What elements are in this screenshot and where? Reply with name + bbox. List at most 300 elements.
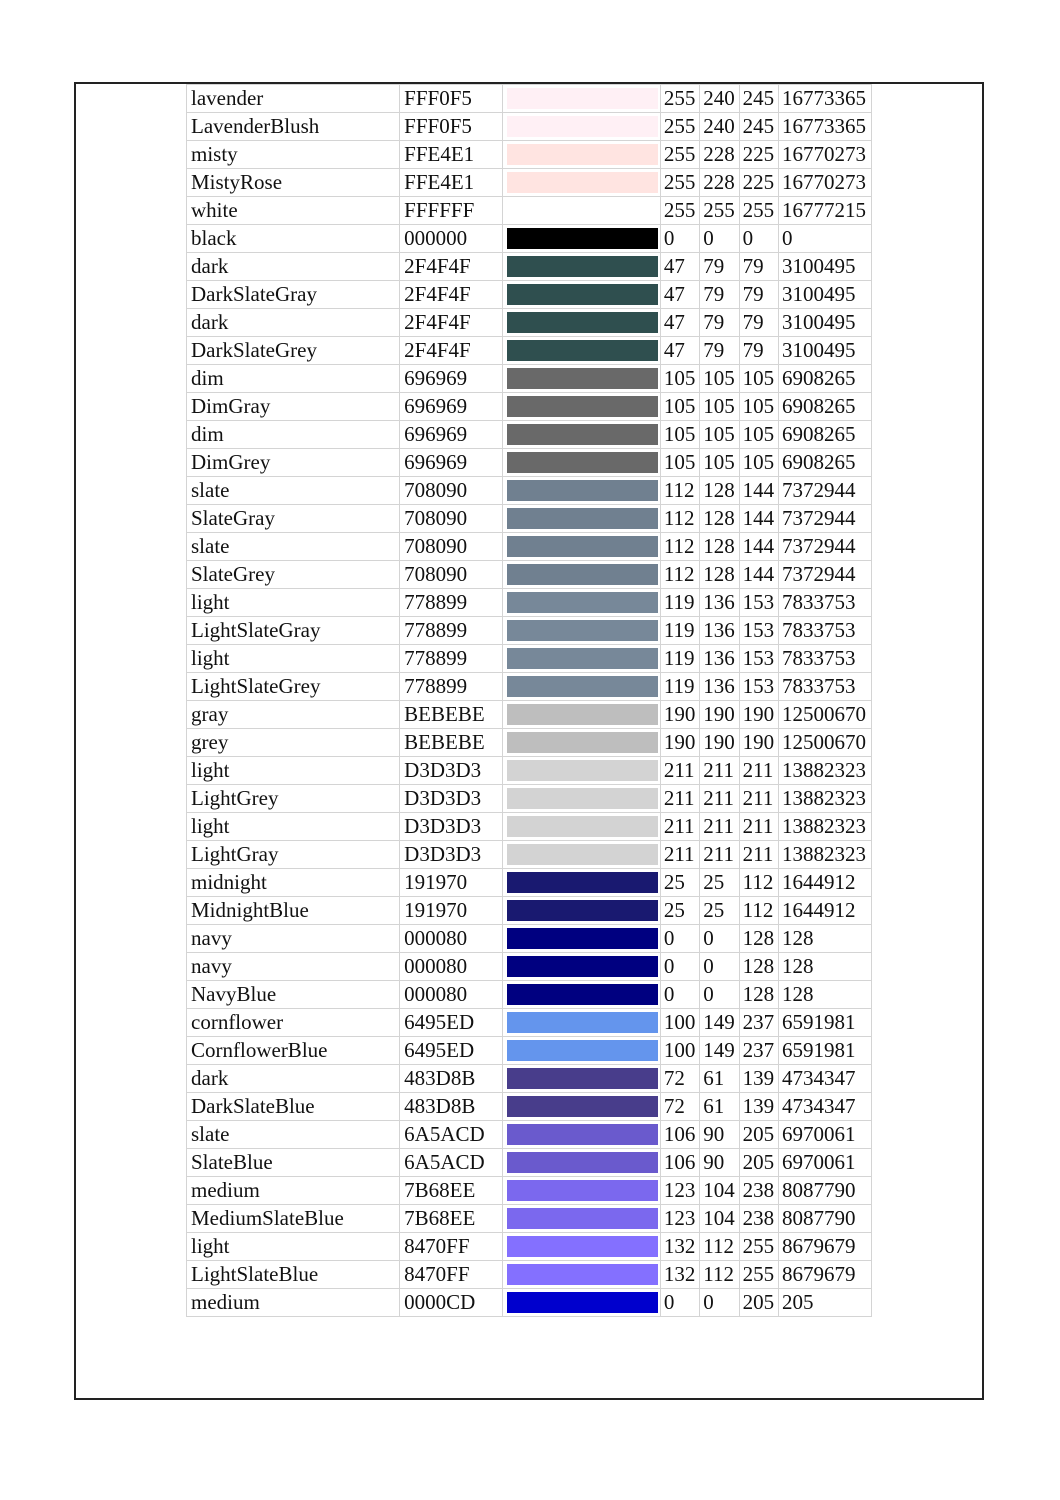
decimal-value-cell: 3100495 xyxy=(779,309,872,337)
green-value-cell: 0 xyxy=(700,225,739,253)
blue-value-cell: 144 xyxy=(739,477,778,505)
color-swatch xyxy=(507,284,658,305)
swatch-cell xyxy=(503,729,661,757)
table-row xyxy=(187,197,872,225)
red-value-cell: 190 xyxy=(660,729,699,757)
green-value-cell: 0 xyxy=(700,925,739,953)
blue-value-cell: 153 xyxy=(739,589,778,617)
color-swatch xyxy=(507,1180,658,1201)
red-value-cell: 211 xyxy=(660,785,699,813)
decimal-value-cell: 7372944 xyxy=(779,505,872,533)
table-row xyxy=(187,85,872,113)
table-row xyxy=(187,757,872,785)
swatch-cell xyxy=(503,1009,661,1037)
table-row xyxy=(187,1037,872,1065)
red-value-cell: 72 xyxy=(660,1093,699,1121)
blue-value-cell: 128 xyxy=(739,953,778,981)
color-swatch xyxy=(507,1068,658,1089)
decimal-value-cell: 8087790 xyxy=(779,1205,872,1233)
hex-code-cell: FFF0F5 xyxy=(400,85,503,113)
blue-value-cell: 112 xyxy=(739,897,778,925)
color-name-cell: DimGray xyxy=(187,393,400,421)
red-value-cell: 100 xyxy=(660,1009,699,1037)
table-row xyxy=(187,617,872,645)
decimal-value-cell: 1644912 xyxy=(779,897,872,925)
color-name-cell: light xyxy=(187,645,400,673)
red-value-cell: 112 xyxy=(660,561,699,589)
swatch-cell xyxy=(503,1261,661,1289)
color-name-cell: LavenderBlush xyxy=(187,113,400,141)
color-name-cell: LightGrey xyxy=(187,785,400,813)
color-table xyxy=(186,84,872,1317)
hex-code-cell: 8470FF xyxy=(400,1261,503,1289)
hex-code-cell: 2F4F4F xyxy=(400,337,503,365)
table-row xyxy=(187,841,872,869)
color-swatch xyxy=(507,228,658,249)
hex-code-cell: 696969 xyxy=(400,449,503,477)
blue-value-cell: 139 xyxy=(739,1093,778,1121)
red-value-cell: 0 xyxy=(660,925,699,953)
hex-code-cell: 6495ED xyxy=(400,1009,503,1037)
swatch-cell xyxy=(503,1093,661,1121)
decimal-value-cell: 7833753 xyxy=(779,673,872,701)
color-swatch xyxy=(507,564,658,585)
color-name-cell: LightGray xyxy=(187,841,400,869)
color-swatch xyxy=(507,480,658,501)
red-value-cell: 112 xyxy=(660,533,699,561)
color-table-body xyxy=(187,85,872,1317)
green-value-cell: 190 xyxy=(700,729,739,757)
color-name-cell: dark xyxy=(187,1065,400,1093)
color-swatch xyxy=(507,984,658,1005)
color-name-cell: lavender xyxy=(187,85,400,113)
color-name-cell: dark xyxy=(187,309,400,337)
green-value-cell: 112 xyxy=(700,1261,739,1289)
blue-value-cell: 153 xyxy=(739,645,778,673)
swatch-cell xyxy=(503,253,661,281)
color-name-cell: dim xyxy=(187,365,400,393)
blue-value-cell: 225 xyxy=(739,141,778,169)
color-swatch xyxy=(507,1096,658,1117)
decimal-value-cell: 16773365 xyxy=(779,85,872,113)
green-value-cell: 136 xyxy=(700,617,739,645)
blue-value-cell: 237 xyxy=(739,1009,778,1037)
color-swatch xyxy=(507,648,658,669)
red-value-cell: 132 xyxy=(660,1233,699,1261)
decimal-value-cell: 16770273 xyxy=(779,169,872,197)
blue-value-cell: 255 xyxy=(739,1233,778,1261)
table-row xyxy=(187,505,872,533)
table-row xyxy=(187,701,872,729)
blue-value-cell: 205 xyxy=(739,1289,778,1317)
color-name-cell: gray xyxy=(187,701,400,729)
green-value-cell: 61 xyxy=(700,1093,739,1121)
red-value-cell: 211 xyxy=(660,813,699,841)
color-name-cell: light xyxy=(187,589,400,617)
red-value-cell: 105 xyxy=(660,449,699,477)
color-swatch xyxy=(507,396,658,417)
blue-value-cell: 238 xyxy=(739,1177,778,1205)
decimal-value-cell: 12500670 xyxy=(779,701,872,729)
swatch-cell xyxy=(503,85,661,113)
red-value-cell: 0 xyxy=(660,981,699,1009)
hex-code-cell: 2F4F4F xyxy=(400,309,503,337)
swatch-cell xyxy=(503,925,661,953)
blue-value-cell: 153 xyxy=(739,617,778,645)
decimal-value-cell: 7833753 xyxy=(779,617,872,645)
hex-code-cell: BEBEBE xyxy=(400,729,503,757)
color-swatch xyxy=(507,536,658,557)
color-swatch xyxy=(507,1264,658,1285)
green-value-cell: 211 xyxy=(700,757,739,785)
green-value-cell: 105 xyxy=(700,449,739,477)
color-name-cell: SlateGray xyxy=(187,505,400,533)
table-row xyxy=(187,1205,872,1233)
color-name-cell: slate xyxy=(187,1121,400,1149)
swatch-cell xyxy=(503,337,661,365)
green-value-cell: 240 xyxy=(700,85,739,113)
hex-code-cell: FFE4E1 xyxy=(400,169,503,197)
color-name-cell: slate xyxy=(187,533,400,561)
green-value-cell: 0 xyxy=(700,1289,739,1317)
color-swatch xyxy=(507,592,658,613)
blue-value-cell: 144 xyxy=(739,561,778,589)
green-value-cell: 104 xyxy=(700,1177,739,1205)
table-row xyxy=(187,897,872,925)
blue-value-cell: 245 xyxy=(739,85,778,113)
table-row xyxy=(187,1289,872,1317)
color-swatch xyxy=(507,1292,658,1313)
blue-value-cell: 190 xyxy=(739,729,778,757)
decimal-value-cell: 6908265 xyxy=(779,393,872,421)
red-value-cell: 255 xyxy=(660,141,699,169)
hex-code-cell: 778899 xyxy=(400,645,503,673)
color-swatch xyxy=(507,732,658,753)
table-row xyxy=(187,1009,872,1037)
swatch-cell xyxy=(503,813,661,841)
red-value-cell: 211 xyxy=(660,841,699,869)
color-name-cell: navy xyxy=(187,953,400,981)
color-name-cell: medium xyxy=(187,1177,400,1205)
green-value-cell: 190 xyxy=(700,701,739,729)
decimal-value-cell: 6908265 xyxy=(779,421,872,449)
color-name-cell: DarkSlateBlue xyxy=(187,1093,400,1121)
decimal-value-cell: 1644912 xyxy=(779,869,872,897)
red-value-cell: 106 xyxy=(660,1149,699,1177)
color-swatch xyxy=(507,424,658,445)
color-name-cell: light xyxy=(187,1233,400,1261)
decimal-value-cell: 6970061 xyxy=(779,1149,872,1177)
red-value-cell: 106 xyxy=(660,1121,699,1149)
color-swatch xyxy=(507,1152,658,1173)
hex-code-cell: 6A5ACD xyxy=(400,1149,503,1177)
table-row xyxy=(187,113,872,141)
hex-code-cell: 483D8B xyxy=(400,1065,503,1093)
blue-value-cell: 205 xyxy=(739,1121,778,1149)
table-row xyxy=(187,477,872,505)
color-swatch xyxy=(507,312,658,333)
decimal-value-cell: 7372944 xyxy=(779,561,872,589)
table-row xyxy=(187,953,872,981)
blue-value-cell: 105 xyxy=(739,421,778,449)
decimal-value-cell: 8087790 xyxy=(779,1177,872,1205)
color-name-cell: CornflowerBlue xyxy=(187,1037,400,1065)
swatch-cell xyxy=(503,561,661,589)
table-row xyxy=(187,1121,872,1149)
green-value-cell: 255 xyxy=(700,197,739,225)
color-name-cell: slate xyxy=(187,477,400,505)
decimal-value-cell: 16773365 xyxy=(779,113,872,141)
swatch-cell xyxy=(503,953,661,981)
blue-value-cell: 112 xyxy=(739,869,778,897)
red-value-cell: 132 xyxy=(660,1261,699,1289)
color-name-cell: MediumSlateBlue xyxy=(187,1205,400,1233)
red-value-cell: 255 xyxy=(660,197,699,225)
green-value-cell: 128 xyxy=(700,561,739,589)
blue-value-cell: 144 xyxy=(739,533,778,561)
swatch-cell xyxy=(503,197,661,225)
color-swatch xyxy=(507,172,658,193)
swatch-cell xyxy=(503,645,661,673)
decimal-value-cell: 13882323 xyxy=(779,757,872,785)
swatch-cell xyxy=(503,421,661,449)
hex-code-cell: 7B68EE xyxy=(400,1205,503,1233)
swatch-cell xyxy=(503,169,661,197)
red-value-cell: 0 xyxy=(660,225,699,253)
swatch-cell xyxy=(503,1205,661,1233)
hex-code-cell: 000080 xyxy=(400,953,503,981)
red-value-cell: 0 xyxy=(660,953,699,981)
color-swatch xyxy=(507,1040,658,1061)
swatch-cell xyxy=(503,1037,661,1065)
blue-value-cell: 211 xyxy=(739,785,778,813)
green-value-cell: 0 xyxy=(700,981,739,1009)
red-value-cell: 47 xyxy=(660,309,699,337)
color-name-cell: midnight xyxy=(187,869,400,897)
swatch-cell xyxy=(503,1065,661,1093)
table-row xyxy=(187,533,872,561)
red-value-cell: 0 xyxy=(660,1289,699,1317)
blue-value-cell: 255 xyxy=(739,197,778,225)
decimal-value-cell: 6908265 xyxy=(779,365,872,393)
red-value-cell: 47 xyxy=(660,253,699,281)
swatch-cell xyxy=(503,981,661,1009)
table-row xyxy=(187,813,872,841)
red-value-cell: 105 xyxy=(660,365,699,393)
green-value-cell: 25 xyxy=(700,897,739,925)
table-row xyxy=(187,365,872,393)
hex-code-cell: 8470FF xyxy=(400,1233,503,1261)
color-swatch xyxy=(507,900,658,921)
table-row xyxy=(187,673,872,701)
color-name-cell: black xyxy=(187,225,400,253)
red-value-cell: 119 xyxy=(660,673,699,701)
decimal-value-cell: 128 xyxy=(779,953,872,981)
hex-code-cell: D3D3D3 xyxy=(400,813,503,841)
green-value-cell: 136 xyxy=(700,589,739,617)
swatch-cell xyxy=(503,1289,661,1317)
decimal-value-cell: 6908265 xyxy=(779,449,872,477)
green-value-cell: 61 xyxy=(700,1065,739,1093)
green-value-cell: 79 xyxy=(700,337,739,365)
blue-value-cell: 79 xyxy=(739,281,778,309)
swatch-cell xyxy=(503,449,661,477)
hex-code-cell: 7B68EE xyxy=(400,1177,503,1205)
blue-value-cell: 128 xyxy=(739,981,778,1009)
red-value-cell: 25 xyxy=(660,897,699,925)
hex-code-cell: 778899 xyxy=(400,617,503,645)
green-value-cell: 104 xyxy=(700,1205,739,1233)
swatch-cell xyxy=(503,477,661,505)
table-row xyxy=(187,925,872,953)
hex-code-cell: FFE4E1 xyxy=(400,141,503,169)
blue-value-cell: 79 xyxy=(739,337,778,365)
swatch-cell xyxy=(503,505,661,533)
blue-value-cell: 211 xyxy=(739,757,778,785)
table-row xyxy=(187,785,872,813)
green-value-cell: 79 xyxy=(700,253,739,281)
blue-value-cell: 128 xyxy=(739,925,778,953)
blue-value-cell: 139 xyxy=(739,1065,778,1093)
color-swatch xyxy=(507,200,658,221)
color-swatch xyxy=(507,676,658,697)
swatch-cell xyxy=(503,141,661,169)
red-value-cell: 255 xyxy=(660,169,699,197)
color-swatch xyxy=(507,368,658,389)
color-swatch xyxy=(507,1012,658,1033)
swatch-cell xyxy=(503,589,661,617)
decimal-value-cell: 13882323 xyxy=(779,813,872,841)
red-value-cell: 112 xyxy=(660,505,699,533)
hex-code-cell: 6495ED xyxy=(400,1037,503,1065)
hex-code-cell: 696969 xyxy=(400,393,503,421)
hex-code-cell: D3D3D3 xyxy=(400,841,503,869)
swatch-cell xyxy=(503,281,661,309)
green-value-cell: 228 xyxy=(700,141,739,169)
hex-code-cell: 191970 xyxy=(400,897,503,925)
table-row xyxy=(187,561,872,589)
red-value-cell: 119 xyxy=(660,645,699,673)
green-value-cell: 240 xyxy=(700,113,739,141)
decimal-value-cell: 6970061 xyxy=(779,1121,872,1149)
blue-value-cell: 105 xyxy=(739,393,778,421)
table-row xyxy=(187,449,872,477)
decimal-value-cell: 6591981 xyxy=(779,1037,872,1065)
hex-code-cell: 0000CD xyxy=(400,1289,503,1317)
red-value-cell: 123 xyxy=(660,1177,699,1205)
decimal-value-cell: 13882323 xyxy=(779,785,872,813)
green-value-cell: 149 xyxy=(700,1037,739,1065)
swatch-cell xyxy=(503,1121,661,1149)
green-value-cell: 79 xyxy=(700,309,739,337)
color-swatch xyxy=(507,340,658,361)
green-value-cell: 211 xyxy=(700,841,739,869)
green-value-cell: 105 xyxy=(700,393,739,421)
color-name-cell: white xyxy=(187,197,400,225)
green-value-cell: 211 xyxy=(700,813,739,841)
decimal-value-cell: 6591981 xyxy=(779,1009,872,1037)
table-row xyxy=(187,645,872,673)
red-value-cell: 255 xyxy=(660,113,699,141)
decimal-value-cell: 13882323 xyxy=(779,841,872,869)
color-name-cell: SlateBlue xyxy=(187,1149,400,1177)
red-value-cell: 119 xyxy=(660,589,699,617)
color-swatch xyxy=(507,1236,658,1257)
blue-value-cell: 79 xyxy=(739,253,778,281)
hex-code-cell: 708090 xyxy=(400,533,503,561)
green-value-cell: 112 xyxy=(700,1233,739,1261)
green-value-cell: 128 xyxy=(700,533,739,561)
color-swatch xyxy=(507,88,658,109)
decimal-value-cell: 128 xyxy=(779,925,872,953)
red-value-cell: 119 xyxy=(660,617,699,645)
green-value-cell: 90 xyxy=(700,1149,739,1177)
blue-value-cell: 237 xyxy=(739,1037,778,1065)
hex-code-cell: 708090 xyxy=(400,505,503,533)
hex-code-cell: 708090 xyxy=(400,477,503,505)
swatch-cell xyxy=(503,757,661,785)
color-swatch xyxy=(507,256,658,277)
green-value-cell: 128 xyxy=(700,477,739,505)
decimal-value-cell: 7372944 xyxy=(779,477,872,505)
green-value-cell: 128 xyxy=(700,505,739,533)
swatch-cell xyxy=(503,1233,661,1261)
color-name-cell: LightSlateGray xyxy=(187,617,400,645)
table-row xyxy=(187,1093,872,1121)
decimal-value-cell: 4734347 xyxy=(779,1065,872,1093)
hex-code-cell: 000000 xyxy=(400,225,503,253)
red-value-cell: 47 xyxy=(660,337,699,365)
table-row xyxy=(187,141,872,169)
red-value-cell: 211 xyxy=(660,757,699,785)
color-swatch xyxy=(507,508,658,529)
color-name-cell: medium xyxy=(187,1289,400,1317)
swatch-cell xyxy=(503,869,661,897)
color-swatch xyxy=(507,928,658,949)
table-row xyxy=(187,981,872,1009)
color-swatch xyxy=(507,144,658,165)
red-value-cell: 105 xyxy=(660,421,699,449)
table-row xyxy=(187,1261,872,1289)
green-value-cell: 149 xyxy=(700,1009,739,1037)
hex-code-cell: 696969 xyxy=(400,421,503,449)
hex-code-cell: 191970 xyxy=(400,869,503,897)
swatch-cell xyxy=(503,1177,661,1205)
hex-code-cell: 483D8B xyxy=(400,1093,503,1121)
table-row xyxy=(187,1233,872,1261)
hex-code-cell: 778899 xyxy=(400,589,503,617)
blue-value-cell: 225 xyxy=(739,169,778,197)
blue-value-cell: 144 xyxy=(739,505,778,533)
color-name-cell: dim xyxy=(187,421,400,449)
hex-code-cell: FFFFFF xyxy=(400,197,503,225)
swatch-cell xyxy=(503,701,661,729)
blue-value-cell: 79 xyxy=(739,309,778,337)
swatch-cell xyxy=(503,897,661,925)
color-swatch xyxy=(507,1208,658,1229)
red-value-cell: 47 xyxy=(660,281,699,309)
decimal-value-cell: 205 xyxy=(779,1289,872,1317)
blue-value-cell: 105 xyxy=(739,449,778,477)
hex-code-cell: 696969 xyxy=(400,365,503,393)
decimal-value-cell: 7833753 xyxy=(779,589,872,617)
table-row xyxy=(187,869,872,897)
color-name-cell: dark xyxy=(187,253,400,281)
color-swatch xyxy=(507,760,658,781)
color-name-cell: DarkSlateGrey xyxy=(187,337,400,365)
red-value-cell: 25 xyxy=(660,869,699,897)
red-value-cell: 72 xyxy=(660,1065,699,1093)
